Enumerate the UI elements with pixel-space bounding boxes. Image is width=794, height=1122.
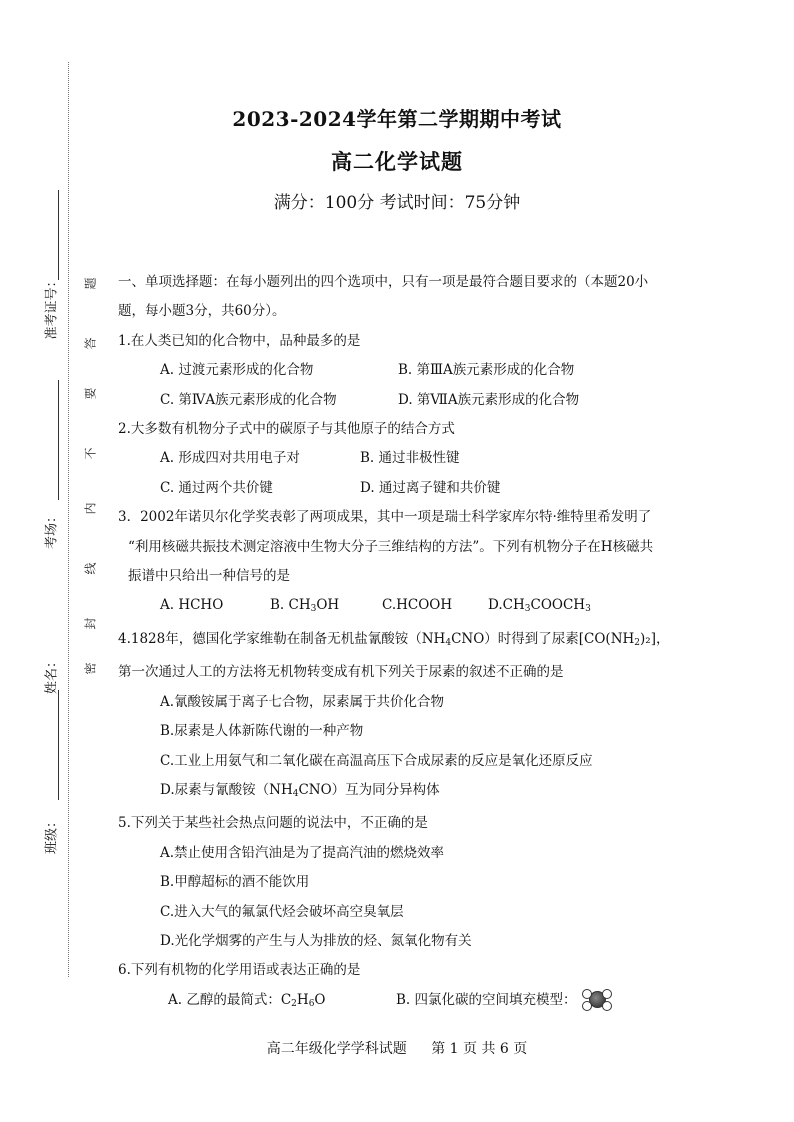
seat-field[interactable] xyxy=(58,380,59,500)
question-content xyxy=(118,268,688,1019)
page-footer xyxy=(0,1038,794,1058)
seal-char: 密 xyxy=(83,662,98,675)
question-3-options xyxy=(118,591,688,624)
class-label: 班级： xyxy=(44,815,60,855)
seal-char: 要 xyxy=(83,387,98,400)
option-c[interactable]: C.HCOOH xyxy=(382,597,453,614)
question-5-stem: 5.下列关于某些社会热点问题的说法中，不正确的是 xyxy=(118,815,428,832)
question-1-stem: 1.在人类已知的化合物中，品种最多的是 xyxy=(118,332,361,349)
space-filling-model-icon xyxy=(581,988,611,1010)
option-b[interactable]: B. 通过非极性键 xyxy=(360,450,460,467)
option-c[interactable]: C.工业上用氨气和二氧化碳在高温高压下合成尿素的反应是氧化还原反应 xyxy=(160,752,593,769)
option-a[interactable]: A. HCHO xyxy=(160,597,224,614)
candidate-info-strip xyxy=(30,190,100,1020)
option-b[interactable]: B. 四氯化碳的空间填充模型： xyxy=(396,986,611,1019)
question-2-stem: 2.大多数有机物分子式中的碳原子与其他原子的结合方式 xyxy=(118,421,455,438)
question-6-stem: 6.下列有机物的化学用语或表达正确的是 xyxy=(118,962,361,979)
option-a[interactable]: A. 乙醇的最简式：$C_2H_6O$ xyxy=(168,991,326,1009)
exam-subtitle: 高二化学试题 xyxy=(331,149,463,174)
question-3-stem-cont2: 振谱中只给出一种信号的是 xyxy=(128,568,290,585)
question-2-options-cd xyxy=(118,474,688,503)
seal-char: 答 xyxy=(83,337,98,350)
option-d[interactable]: D.尿素与氰酸铵$(NH_4CNO)$互为同分异构体 xyxy=(160,781,440,799)
question-3-stem: 3．2002年诺贝尔化学奖表彰了两项成果，其中一项是瑞士科学家库尔特·维特里希发明了 xyxy=(118,509,652,526)
seal-char: 封 xyxy=(83,617,98,630)
footer-subject: 高二年级化学学科试题 xyxy=(266,1041,407,1057)
option-d[interactable]: D.光化学烟雾的产生与人为排放的烃、氮氧化物有关 xyxy=(160,932,472,949)
name-label: 姓名： xyxy=(44,655,60,695)
seal-char: 线 xyxy=(83,562,98,575)
option-b[interactable]: B.尿素是人体新陈代谢的一种产物 xyxy=(160,723,364,740)
exam-title: 2023-2024学年第二学期期中考试 xyxy=(232,107,562,131)
option-a[interactable]: A.禁止使用含铅汽油是为了提高汽油的燃烧效率 xyxy=(160,844,445,861)
option-d[interactable]: D. 通过离子键和共价键 xyxy=(360,479,501,496)
option-c[interactable]: C. 通过两个共价键 xyxy=(160,479,273,496)
question-2-options-ab xyxy=(118,444,688,473)
name-field[interactable] xyxy=(58,690,59,800)
option-a[interactable]: A. 形成四对共用电子对 xyxy=(160,450,300,467)
seal-char: 题 xyxy=(83,277,98,290)
seal-char: 内 xyxy=(83,502,98,515)
seat-label: 考场： xyxy=(44,510,60,550)
seal-char: 不 xyxy=(83,447,98,460)
question-1-options-cd xyxy=(118,386,688,415)
question-1-options-ab xyxy=(118,356,688,385)
option-a[interactable]: A.氰酸铵属于离子七合物，尿素属于共价化合物 xyxy=(160,693,445,710)
exam-info: 满分：100分 考试时间：75分钟 xyxy=(273,193,521,213)
option-a[interactable]: A. 过渡元素形成的化合物 xyxy=(160,362,314,379)
option-b[interactable]: B.甲醇超标的酒不能饮用 xyxy=(160,874,310,891)
option-d[interactable]: D.CH3COOCH3 xyxy=(488,597,591,615)
option-c[interactable]: C. 第ⅣA族元素形成的化合物 xyxy=(160,391,337,408)
question-4-stem: 4.1828年，德国化学家维勒在制备无机盐氰酸铵$(NH_4CNO)$时得到了尿素$[CO(NH_2)_2]$， xyxy=(118,630,670,648)
option-b[interactable]: B. CH3OH xyxy=(270,597,340,615)
footer-page-number: 第 1 页 共 6 页 xyxy=(431,1041,528,1057)
option-c[interactable]: C.进入大气的氟氯代烃会破坏高空臭氧层 xyxy=(160,903,404,920)
option-d[interactable]: D. 第ⅦA族元素形成的化合物 xyxy=(398,391,580,408)
question-4-stem-cont: 第一次通过人工的方法将无机物转变成有机下列关于尿素的叙述不正确的是 xyxy=(118,664,564,681)
question-3-stem-cont: “利用核磁共振技术测定溶液中生物大分子三维结构的方法”。下列有机物分子在H核磁共 xyxy=(128,538,654,555)
section-instructions: 一、单项选择题：在每小题列出的四个选项中，只有一项是最符合题目要求的（本题20小 xyxy=(118,274,649,290)
section-instructions-cont: 题，每小题3分，共60分）。 xyxy=(118,303,286,320)
exam-number-label: 准考证号： xyxy=(44,274,60,340)
option-b[interactable]: B. 第ⅢA族元素形成的化合物 xyxy=(398,362,575,379)
question-6-options-ab xyxy=(118,986,688,1019)
